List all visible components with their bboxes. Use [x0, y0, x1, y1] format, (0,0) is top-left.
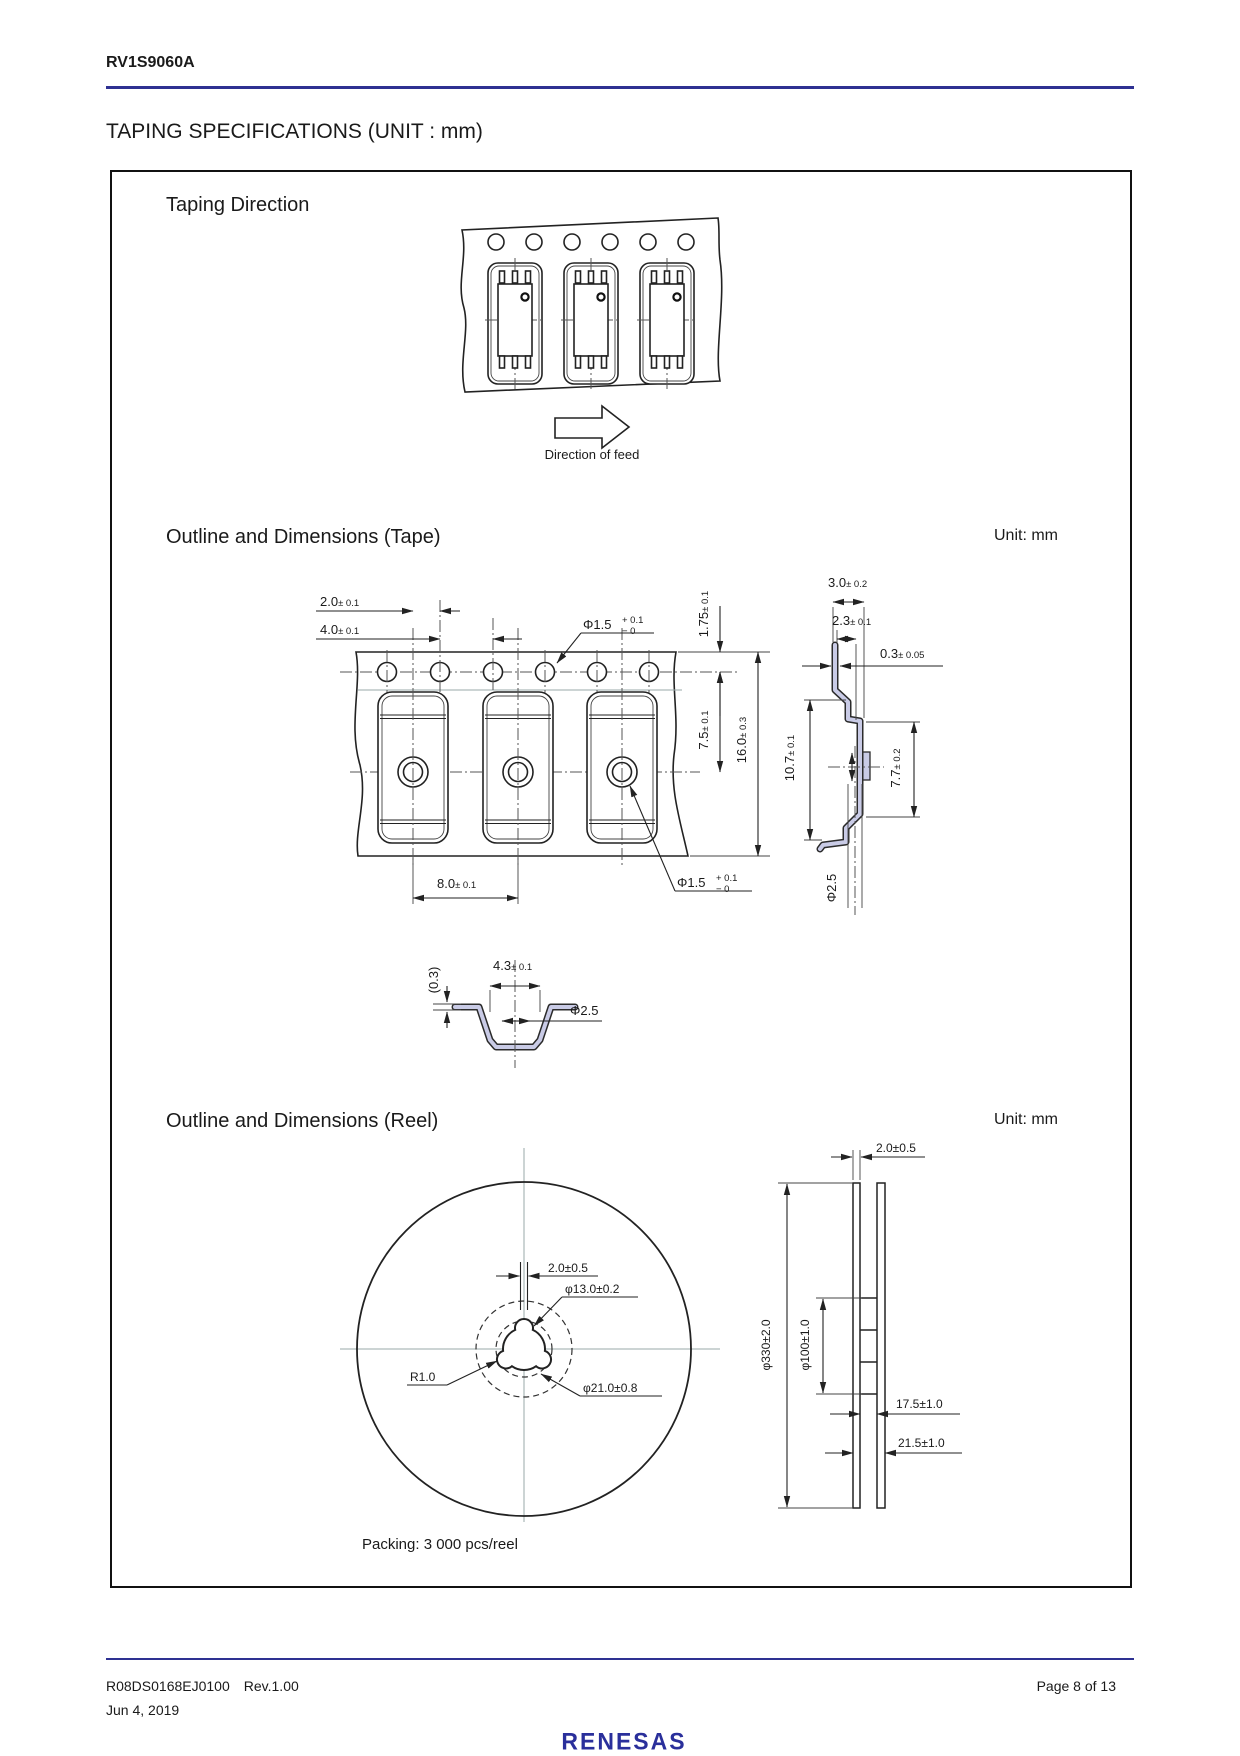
page-indicator: Page 8 of 13 [1036, 1678, 1116, 1694]
reel-unit-label: Unit: mm [994, 1111, 1058, 1128]
document-number: R08DS0168EJ0100 [106, 1678, 230, 1694]
reel-front-dimensions [407, 1261, 662, 1396]
dim-reel-hub-dia: φ100±1.0 [798, 1319, 812, 1371]
dim-section-hub-dia: Φ2.5 [824, 873, 839, 903]
header-rule [106, 86, 1134, 89]
emboss-detail-view [455, 960, 575, 1068]
dim-sprocket-hole-dia: Φ1.5 + 0.1 − 0 [583, 615, 644, 637]
dim-reel-outer-dia: φ330±2.0 [759, 1319, 773, 1371]
dim-sprocket-pitch: 4.0± 0.1 [320, 622, 360, 637]
pocket-package [485, 258, 545, 389]
dim-hole-to-pocket-center: 7.5± 0.1 [696, 710, 711, 750]
pocket-package [561, 258, 621, 389]
revision: Rev.1.00 [243, 1678, 299, 1694]
tape-dimensions-drawing [270, 500, 960, 1080]
reel-hub-hole [497, 1319, 551, 1370]
taping-direction-drawing [430, 200, 730, 470]
footer-doc-line [106, 1678, 299, 1694]
dim-section-3-0: 3.0± 0.2 [828, 575, 868, 590]
dim-reel-inner-width: 17.5±1.0 [896, 1397, 943, 1411]
dim-emboss-hole-dia: Φ2.5 [570, 1003, 599, 1018]
dim-hub-slot-width: 2.0±0.5 [548, 1261, 588, 1275]
reel-section-heading: Outline and Dimensions (Reel) [166, 1110, 439, 1132]
part-number: RV1S9060A [106, 54, 195, 71]
dim-emboss-0-3: (0.3) [426, 966, 441, 994]
tape-unit-label: Unit: mm [994, 527, 1058, 544]
dim-reel-outer-width: 21.5±1.0 [898, 1436, 945, 1450]
dim-flange-gap: 2.0±0.5 [876, 1141, 916, 1155]
footer-rule [106, 1658, 1134, 1660]
dim-edge-to-hole: 1.75± 0.1 [696, 590, 711, 638]
renesas-logo: RENESAS [561, 1727, 687, 1755]
dim-section-10-7: 10.7± 0.1 [782, 734, 797, 782]
tape-section-heading: Outline and Dimensions (Tape) [166, 526, 441, 548]
footer-date: Jun 4, 2019 [106, 1702, 180, 1718]
tape-pockets-with-packages [485, 258, 697, 389]
dim-tape-width: 16.0± 0.3 [734, 716, 749, 764]
dim-lobe-radius: R1.0 [410, 1370, 436, 1384]
tape-top-view [340, 600, 740, 868]
reel-side-view [853, 1183, 885, 1508]
page-title: TAPING SPECIFICATIONS (UNIT : mm) [106, 120, 483, 143]
feed-arrow-icon [555, 406, 629, 448]
reel-front-view [340, 1148, 720, 1522]
dim-section-7-7: 7.7± 0.2 [888, 748, 903, 788]
dim-section-2-3: 2.3± 0.1 [832, 613, 872, 628]
direction-of-feed-label: Direction of feed [544, 447, 640, 462]
dim-section-0-3: 0.3± 0.05 [880, 646, 925, 661]
dim-emboss-4-3: 4.3± 0.1 [493, 958, 533, 973]
dim-sprocket-offset: 2.0± 0.1 [320, 594, 360, 609]
taping-direction-heading: Taping Direction [166, 194, 310, 216]
emboss-detail-dimensions [426, 958, 602, 1028]
dim-pocket-hole-dia: Φ1.5 + 0.1 − 0 [677, 873, 738, 895]
dim-key-circle-dia: φ21.0±0.8 [583, 1381, 638, 1395]
reel-dimensions-drawing [300, 1140, 980, 1530]
pocket-package [637, 258, 697, 389]
dim-hub-hole-dia: φ13.0±0.2 [565, 1282, 620, 1296]
dim-pocket-pitch: 8.0± 0.1 [437, 876, 477, 891]
packing-note: Packing: 3 000 pcs/reel [362, 1536, 518, 1553]
